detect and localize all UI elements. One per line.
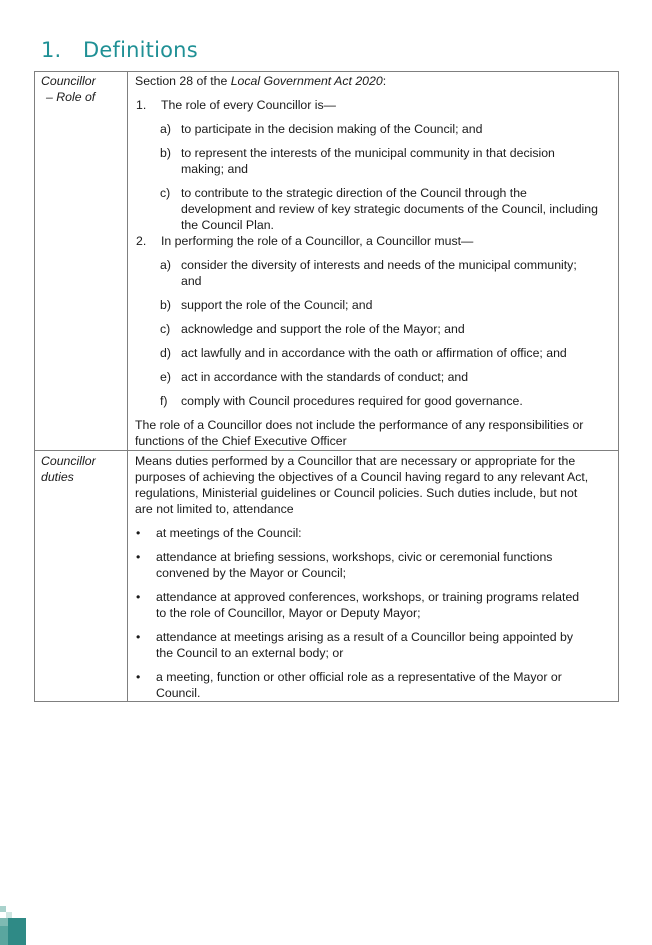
item-text: to contribute to the strategic direction of the Council through the — [181, 186, 527, 200]
bullet-item — [135, 549, 612, 581]
definition-row-councillor-role — [35, 72, 619, 451]
item-text: to participate in the decision making of the Council; and — [181, 122, 483, 136]
intro-text: Means duties performed by a Councillor that are necessary or appropriate for the — [135, 454, 576, 468]
lettered-item — [135, 185, 612, 233]
term-cell — [35, 451, 128, 702]
term-line: duties — [41, 470, 74, 484]
term-cell — [35, 72, 128, 451]
item-text: act lawfully and in accordance with the oath or affirmation of office; and — [181, 346, 567, 360]
term-line: Councillor — [41, 454, 96, 468]
bullet-text: a meeting, function or other official role as a representative of the Mayor or — [156, 670, 562, 684]
lettered-item — [135, 321, 612, 337]
definition-intro — [135, 73, 612, 89]
closing-text: functions of the Chief Executive Officer — [135, 434, 347, 448]
item-letter: f) — [160, 394, 168, 408]
bullet-glyph: • — [136, 526, 141, 540]
bullet-item — [135, 669, 612, 701]
definition-cell — [128, 72, 619, 451]
section-heading — [41, 38, 198, 62]
item-letter: e) — [160, 370, 171, 384]
item-text: acknowledge and support the role of the Mayor; and — [181, 322, 465, 336]
item-text: making; and — [181, 162, 248, 176]
item-text: The role of every Councillor is— — [161, 98, 336, 112]
intro-text: Section 28 of the — [135, 74, 231, 88]
numbered-item — [135, 233, 612, 249]
definition-cell — [128, 451, 619, 702]
bullet-text: the Council to an external body; or — [156, 646, 344, 660]
bullet-text: to the role of Councillor, Mayor or Deputy Mayor; — [156, 606, 421, 620]
intro-punct: : — [382, 74, 387, 88]
definition-closing — [135, 417, 612, 449]
bullet-glyph: • — [136, 590, 141, 604]
item-letter: b) — [160, 146, 171, 160]
definition-row-councillor-duties — [35, 451, 619, 702]
deco-square — [0, 918, 8, 926]
bullet-text: attendance at approved conferences, workshops, or training programs related — [156, 590, 580, 604]
item-text: support the role of the Council; and — [181, 298, 373, 312]
deco-square — [0, 926, 8, 945]
definitions-table — [34, 71, 619, 702]
corner-pixel-logo — [0, 903, 30, 945]
bullet-glyph: • — [136, 630, 141, 644]
item-text: and — [181, 274, 202, 288]
bullet-item — [135, 525, 612, 541]
item-text: act in accordance with the standards of conduct; and — [181, 370, 469, 384]
lettered-item — [135, 345, 612, 361]
intro-text: regulations, Ministerial guidelines or Council policies. Such duties include, but not — [135, 486, 578, 500]
lettered-item — [135, 257, 612, 289]
item-text: comply with Council procedures required for good governance. — [181, 394, 523, 408]
item-text: the Council Plan. — [181, 218, 274, 232]
numbered-item — [135, 97, 612, 113]
item-letter: a) — [160, 258, 171, 272]
act-title: Local Government Act 2020 — [230, 74, 383, 88]
bullet-glyph: • — [136, 550, 141, 564]
item-number: 1. — [136, 98, 147, 112]
item-text: to represent the interests of the municipal community in that decision — [181, 146, 555, 160]
lettered-item — [135, 369, 612, 385]
lettered-item — [135, 145, 612, 177]
item-text: development and review of key strategic documents of the Council, including — [181, 202, 598, 216]
item-letter: d) — [160, 346, 171, 360]
definition-intro — [135, 453, 612, 517]
lettered-item — [135, 297, 612, 313]
lettered-item — [135, 393, 612, 409]
item-text: In performing the role of a Councillor, a Councillor must— — [161, 234, 474, 248]
item-number: 2. — [136, 234, 147, 248]
section-number: 1. — [41, 38, 62, 62]
term-line: Councillor — [41, 74, 96, 88]
bullet-glyph: • — [136, 670, 141, 684]
item-letter: c) — [160, 186, 171, 200]
deco-square — [8, 918, 26, 945]
bullet-item — [135, 589, 612, 621]
item-letter: c) — [160, 322, 171, 336]
bullet-text: attendance at meetings arising as a result of a Councillor being appointed by — [156, 630, 573, 644]
intro-text: are not limited to, attendance — [135, 502, 294, 516]
intro-text: purposes of achieving the objectives of a Council having regard to any relevant Act, — [135, 470, 589, 484]
section-title: Definitions — [83, 38, 198, 62]
term-line: – Role of — [46, 90, 96, 104]
lettered-item — [135, 121, 612, 137]
bullet-text: attendance at briefing sessions, workshops, civic or ceremonial functions — [156, 550, 553, 564]
bullet-text: at meetings of the Council: — [156, 526, 302, 540]
item-letter: b) — [160, 298, 171, 312]
bullet-text: Council. — [156, 686, 201, 700]
bullet-item — [135, 629, 612, 661]
item-letter: a) — [160, 122, 171, 136]
bullet-text: convened by the Mayor or Council; — [156, 566, 347, 580]
item-text: consider the diversity of interests and needs of the municipal community; — [181, 258, 577, 272]
closing-text: The role of a Councillor does not include the performance of any responsibilities or — [135, 418, 584, 432]
